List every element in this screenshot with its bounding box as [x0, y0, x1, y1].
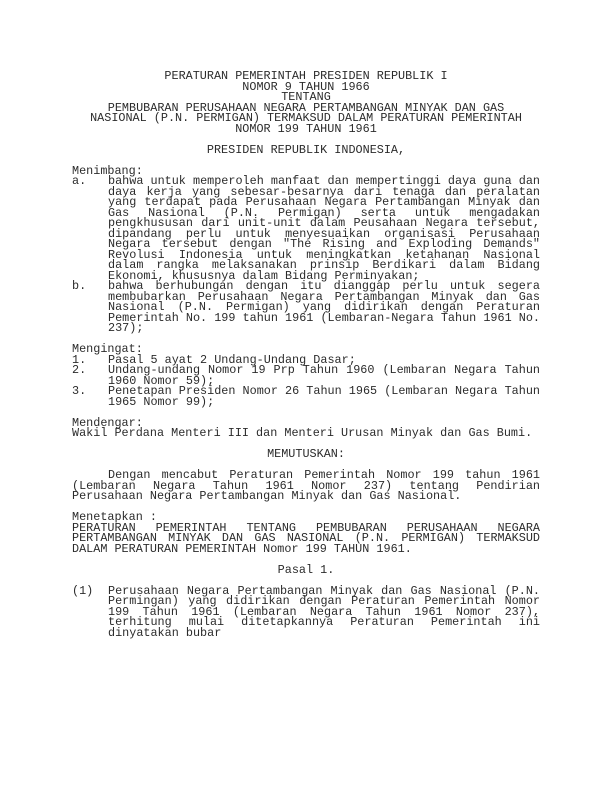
document-header [72, 71, 540, 155]
item-number: 1. [72, 352, 87, 367]
menetapkan-section [72, 512, 540, 554]
menetapkan-label: Menetapkan : [72, 510, 157, 524]
menimbang-label: Menimbang: [72, 163, 143, 178]
menimbang-item-a [72, 176, 540, 281]
mengingat-item-3 [72, 386, 540, 407]
mendengar-section [72, 415, 540, 440]
item-text: Perusahaan Negara Pertambangan Minyak dan Gas Nasional (P.N. Permingan) yang didirikan dengan Peraturan Pemerintah Nomor 199 Tahun 1961 (Lembaran Negara Tahun 1961 Nomor 237), terhitung mulai ditetapkannya Peraturan Pemerintah ini dinyatakan bubar [108, 583, 540, 640]
pasal-1-heading: Pasal 1. [277, 562, 335, 577]
item-number: 3. [72, 384, 87, 398]
title-line-3: TENTANG [281, 90, 331, 104]
item-text: Penetapan Presiden Nomor 26 Tahun 1965 (Lembaran Negara Tahun 1965 Nomor 99); [108, 384, 540, 409]
item-text: Pasal 5 ayat 2 Undang-Undang Dasar; [108, 352, 356, 367]
mengingat-label: Mengingat: [72, 342, 143, 356]
item-text: bahwa untuk memperoleh manfaat dan mempertinggi daya guna dan daya kerja yang sebesar-besarnya dari tenaga dan peralatan yang terdapat pada Perusahaan Negara Pertambangan Minyak dan Gas Nasional (P.N. Permigan) serta untuk mengadakan pengkhususan dari unit-unit dalam Peusahaan Negara tersebut, dipandang perlu untuk menyesuaikan organisasi Perusahaan Negara tersebut dengan "The Rising and Exploding Demands" Revolusi Indonesia untuk meningkatkan ketahanan Nasional dalam rangka melaksanakan prinsip Berdikari dalam Bidang Ekonomi, khususnya dalam Bidang Perminyakan; [108, 174, 540, 283]
mengingat-section [72, 344, 540, 407]
mengingat-item-2 [72, 365, 540, 386]
title-line-4: PEMBUBARAN PERUSAHAAN NEGARA PERTAMBANGAN MINYAK DAN GAS [107, 100, 505, 115]
memutuskan-section [72, 449, 540, 502]
menimbang-item-b [72, 281, 540, 334]
document-page [72, 71, 540, 638]
mendengar-label: Mendengar: [72, 415, 143, 430]
title-line-5: NASIONAL (P.N. PERMIGAN) TERMAKSUD DALAM PERATURAN PEMERINTAH [90, 111, 522, 125]
memutuskan-heading: MEMUTUSKAN: [267, 447, 345, 461]
pasal-1-item-1 [72, 583, 540, 640]
item-text: Undang-undang Nomor 19 Prp Tahun 1960 (Lembaran Negara Tahun 1960 Nomor 59); [108, 363, 540, 388]
menimbang-section [72, 163, 540, 335]
title-line-6: NOMOR 199 TAHUN 1961 [235, 121, 377, 136]
item-number: b. [72, 279, 87, 293]
item-number: a. [72, 174, 87, 188]
item-text: bahwa berhubungan dengan itu dianggap perlu untuk segera membubarkan Perusahaan Negara Pertambangan Minyak dan Gas Nasional (P.N. Permigan) yang didirikan dengan Peraturan Pemerintah No. 199 tahun 1961 (Lembaran-Negara Tahun 1961 No. 237); [108, 279, 540, 335]
menetapkan-text: PERATURAN PEMERINTAH TENTANG PEMBUBARAN PERUSAHAAN NEGARA PERTAMBANGAN MINYAK DAN GAS NASIONAL (P.N. PERMIGAN) TERMAKSUD DALAM PERATURAN PEMERINTAH Nomor 199 TAHUN 1961. [72, 520, 540, 556]
item-number: 2. [72, 363, 87, 377]
pasal-1-section [72, 562, 540, 640]
title-line-2: NOMOR 9 TAHUN 1966 [242, 79, 370, 94]
title-line-1: PERATURAN PEMERINTAH PRESIDEN REPUBLIK I [164, 69, 448, 83]
memutuskan-paragraph: Dengan mencabut Peraturan Pemerintah Nomor 199 tahun 1961 (Lembaran Negara Tahun 1961 Nomor 237) tentang Pendirian Perusahaan Negara Pertambangan Minyak dan Gas Nasional. [72, 468, 540, 503]
item-number: (1) [72, 583, 94, 598]
president-heading: PRESIDEN REPUBLIK INDONESIA, [206, 142, 406, 157]
mendengar-text: Wakil Perdana Menteri III dan Menteri Urusan Minyak dan Gas Bumi. [72, 426, 533, 440]
